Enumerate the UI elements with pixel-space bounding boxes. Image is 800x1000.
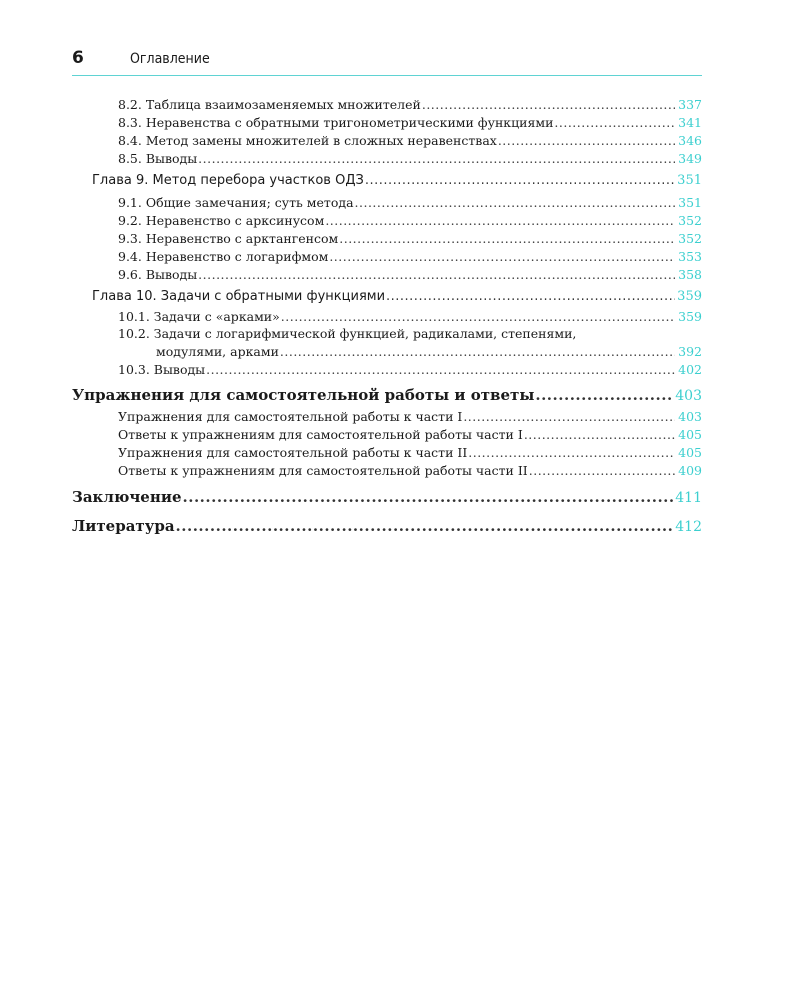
toc-entry[interactable] xyxy=(118,114,702,132)
toc-entry[interactable] xyxy=(118,462,702,480)
toc-entry[interactable] xyxy=(118,266,702,284)
toc-entry-page: 358 xyxy=(678,267,702,282)
toc-entry-title: 10.3. Выводы xyxy=(118,362,206,377)
dot-leader xyxy=(498,132,675,150)
toc-section-title: Литература xyxy=(72,517,175,535)
toc-section-page: 411 xyxy=(675,490,702,506)
toc-entry-title: Ответы к упражнениям для самостоятельной работы части I xyxy=(118,427,523,442)
toc-section[interactable] xyxy=(72,515,702,537)
page-number: 6 xyxy=(72,48,84,68)
toc-chapter-page: 351 xyxy=(677,173,702,188)
toc-entry-page: 402 xyxy=(678,362,702,377)
toc-entry-page: 392 xyxy=(678,344,702,359)
dot-leader xyxy=(554,114,675,132)
toc-entry-page: 359 xyxy=(678,309,702,324)
dot-leader xyxy=(281,308,675,326)
toc-entry-title: 9.2. Неравенство с арксинусом xyxy=(118,213,325,228)
dot-leader xyxy=(463,408,675,426)
toc-section-page: 412 xyxy=(675,519,702,535)
toc-entry-title: 8.2. Таблица взаимозаменяемых множителей xyxy=(118,97,421,112)
toc-entry-title: 9.4. Неравенство с логарифмом xyxy=(118,249,329,264)
toc-entry-title: 8.5. Выводы xyxy=(118,151,198,166)
toc-entry-page: 405 xyxy=(678,445,702,460)
dot-leader xyxy=(198,266,675,284)
toc-entry-page: 351 xyxy=(678,195,702,210)
dot-leader xyxy=(386,288,675,306)
toc-entry-page: 337 xyxy=(678,97,702,112)
toc-entry-title: 9.6. Выводы xyxy=(118,267,198,282)
toc-entry-title: Ответы к упражнениям для самостоятельной работы части II xyxy=(118,463,528,478)
toc-entry[interactable] xyxy=(118,150,702,168)
toc-entry[interactable] xyxy=(156,343,702,361)
toc-entry[interactable] xyxy=(118,212,702,230)
running-title: Оглавление xyxy=(130,51,210,67)
page-header xyxy=(72,48,702,76)
toc-entry-title: 8.3. Неравенства с обратными тригонометрическими функциями xyxy=(118,115,554,130)
dot-leader xyxy=(198,150,675,168)
dot-leader xyxy=(365,172,675,190)
dot-leader xyxy=(355,194,675,212)
toc-entry-page: 409 xyxy=(678,463,702,478)
toc-entry[interactable] xyxy=(118,194,702,212)
toc-entry-page: 405 xyxy=(678,427,702,442)
dot-leader xyxy=(280,343,675,361)
dot-leader xyxy=(422,96,675,114)
toc-chapter[interactable] xyxy=(92,172,702,190)
toc-entry[interactable] xyxy=(118,248,702,266)
toc-section-title: Заключение xyxy=(72,488,182,506)
toc-entry-page: 352 xyxy=(678,231,702,246)
toc-entry-title-line1[interactable]: 10.2. Задачи с логарифмической функцией, радикалами, степенями, xyxy=(118,326,577,341)
dot-leader xyxy=(329,248,675,266)
toc-section[interactable] xyxy=(72,384,702,406)
dot-leader xyxy=(529,462,675,480)
toc-entry[interactable] xyxy=(118,408,702,426)
dot-leader xyxy=(468,444,675,462)
toc-section-title: Упражнения для самостоятельной работы и ответы xyxy=(72,386,535,404)
dot-leader xyxy=(176,515,675,537)
toc-entry[interactable] xyxy=(118,308,702,326)
dot-leader xyxy=(535,384,674,406)
toc-chapter-title: Глава 10. Задачи с обратными функциями xyxy=(92,289,386,304)
toc-entry-title: 8.4. Метод замены множителей в сложных неравенствах xyxy=(118,133,497,148)
toc-section-page: 403 xyxy=(675,388,702,404)
toc-entry-title: модулями, арками xyxy=(156,344,279,359)
dot-leader xyxy=(339,230,675,248)
toc-entry[interactable] xyxy=(118,444,702,462)
toc-entry[interactable] xyxy=(118,132,702,150)
toc-chapter-title: Глава 9. Метод перебора участков ОДЗ xyxy=(92,173,364,188)
toc-entry-page: 353 xyxy=(678,249,702,264)
dot-leader xyxy=(325,212,675,230)
toc-chapter-page: 359 xyxy=(677,289,702,304)
dot-leader xyxy=(183,486,675,508)
toc-entry-title: 9.1. Общие замечания; суть метода xyxy=(118,195,354,210)
toc-section[interactable] xyxy=(72,486,702,508)
toc-entry-title: 10.1. Задачи с «арками» xyxy=(118,309,280,324)
dot-leader xyxy=(524,426,675,444)
toc-entry[interactable] xyxy=(118,96,702,114)
toc-chapter[interactable] xyxy=(92,288,702,306)
dot-leader xyxy=(206,361,675,379)
toc-entry-page: 352 xyxy=(678,213,702,228)
toc-entry-page: 341 xyxy=(678,115,702,130)
toc-entry-page: 349 xyxy=(678,151,702,166)
toc-entry[interactable] xyxy=(118,426,702,444)
toc-entry-title: Упражнения для самостоятельной работы к части I xyxy=(118,409,463,424)
toc-entry[interactable] xyxy=(118,361,702,379)
toc-entry[interactable] xyxy=(118,230,702,248)
toc-entry-title: Упражнения для самостоятельной работы к части II xyxy=(118,445,468,460)
toc-entry-page: 403 xyxy=(678,409,702,424)
toc-entry-title: 9.3. Неравенство с арктангенсом xyxy=(118,231,339,246)
toc-entry-page: 346 xyxy=(678,133,702,148)
